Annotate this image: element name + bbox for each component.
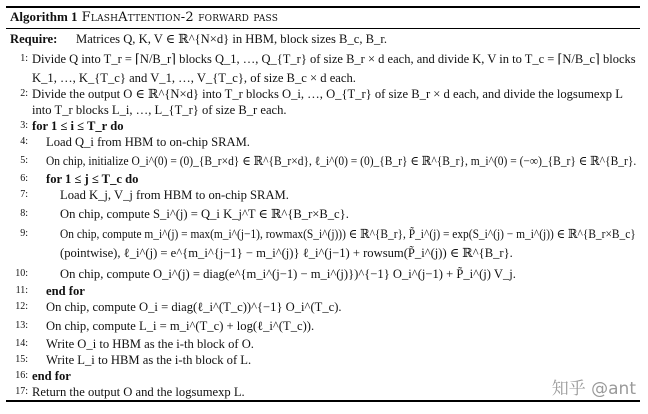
line-text: Divide Q into T_r = ⌈N/B_r⌉ blocks Q_1, …, Q_{T_r} of size B_r × d each, and divide K, V in to T_c = ⌈N/B_c⌉ blocks <box>32 52 636 66</box>
watermark: 知乎 @ant <box>551 379 636 399</box>
line-number: 10: <box>15 268 28 279</box>
line-number: 13: <box>15 320 28 331</box>
line-number: 8: <box>20 208 28 219</box>
top-rule <box>6 6 640 8</box>
line-number: 4: <box>20 136 28 147</box>
line-number: 6: <box>20 173 28 184</box>
require-keyword: Require: <box>10 32 58 46</box>
line-text: Write O_i to HBM as the i-th block of O. <box>46 337 254 351</box>
line-text: K_1, …, K_{T_c} and V_1, …, V_{T_c}, of size B_c × d each. <box>32 71 356 85</box>
line-text: Divide the output O ∈ ℝ^{N×d} into T_r blocks O_i, …, O_{T_r} of size B_r × d each, and divide the logsumexp L <box>32 87 623 101</box>
algorithm-title <box>10 9 278 25</box>
line-text: end for <box>46 284 85 298</box>
bottom-rule <box>6 400 640 402</box>
line-text: Write L_i to HBM as the i-th block of L. <box>46 353 252 367</box>
line-text: Load K_j, V_j from HBM to on-chip SRAM. <box>60 188 289 202</box>
line-number: 9: <box>20 228 28 239</box>
line-number: 11: <box>15 285 28 296</box>
line-text: On chip, compute S_i^(j) = Q_i K_j^T ∈ ℝ^{B_r×B_c}. <box>60 207 349 221</box>
line-number: 5: <box>20 155 28 166</box>
line-text: end for <box>32 369 71 383</box>
line-number: 1: <box>20 53 28 64</box>
line-text: Load Q_i from HBM to on-chip SRAM. <box>46 135 250 149</box>
algorithm-name: FlashAttention-2 forward pass <box>81 10 279 25</box>
line-number: 17: <box>15 386 28 397</box>
line-text: On chip, initialize O_i^(0) = (0)_{B_r×d} ∈ ℝ^{B_r×d}, ℓ_i^(0) = (0)_{B_r} ∈ ℝ^{B_r}, m_i^(0) = (−∞)_{B_r} ∈ ℝ^{B_r}. <box>46 154 637 168</box>
line-number: 15: <box>15 354 28 365</box>
require-text: Matrices Q, K, V ∈ ℝ^{N×d} in HBM, block sizes B_c, B_r. <box>76 32 387 46</box>
line-number: 7: <box>20 189 28 200</box>
line-text: On chip, compute O_i^(j) = diag(e^{m_i^(j−1) − m_i^(j)})^{−1} O_i^(j−1) + P̃_i^(j) V_j. <box>60 267 516 281</box>
line-text: On chip, compute O_i = diag(ℓ_i^(T_c))^{−1} O_i^(T_c). <box>46 300 342 314</box>
line-text: (pointwise), ℓ_i^(j) = e^{m_i^{j−1} − m_i^(j)} ℓ_i^(j−1) + rowsum(P̃_i^(j)) ∈ ℝ^{B_r}. <box>60 246 513 260</box>
algorithm-label: Algorithm 1 <box>10 9 78 24</box>
line-text: for 1 ≤ i ≤ T_r do <box>32 119 124 133</box>
line-text: On chip, compute L_i = m_i^(T_c) + log(ℓ_i^(T_c)). <box>46 319 315 333</box>
line-text: into T_r blocks L_i, …, L_{T_r} of size B_r each. <box>32 103 287 117</box>
line-number: 3: <box>20 120 28 131</box>
line-number: 16: <box>15 370 28 381</box>
line-text: On chip, compute m_i^(j) = max(m_i^(j−1), rowmax(S_i^(j))) ∈ ℝ^{B_r}, P̃_i^(j) = exp(S_i^(j) − m_i^(j)) ∈ ℝ^{B_r×B_c} <box>60 227 636 241</box>
line-text: Return the output O and the logsumexp L. <box>32 385 245 399</box>
line-number: 12: <box>15 301 28 312</box>
line-text: for 1 ≤ j ≤ T_c do <box>46 172 139 186</box>
line-number: 14: <box>15 338 28 349</box>
title-rule <box>6 28 640 29</box>
line-number: 2: <box>20 88 28 99</box>
